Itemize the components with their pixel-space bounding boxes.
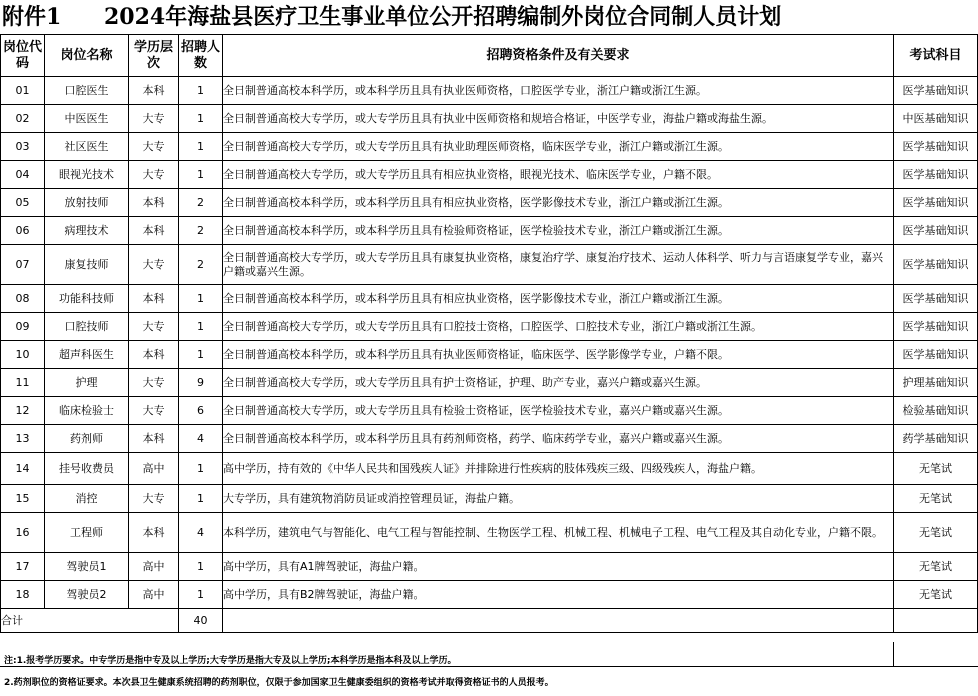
cell-exam: 医学基础知识 [894,245,978,285]
total-row [1,609,978,633]
cell-code: 04 [1,161,45,189]
notes-divider [893,642,894,666]
cell-count: 9 [179,369,223,397]
cell-code: 06 [1,217,45,245]
cell-requirements: 全日制普通高校大专学历，或大专学历且具有康复执业资格，康复治疗学、康复治疗技术、运动人体科学、听力与言语康复学专业，嘉兴户籍或嘉兴生源。 [223,245,894,285]
cell-exam: 中医基础知识 [894,105,978,133]
document-title [0,0,978,34]
cell-education: 高中 [129,453,179,485]
table-row [1,513,978,553]
cell-education: 大专 [129,485,179,513]
cell-position-name: 放射技师 [45,189,129,217]
cell-exam: 医学基础知识 [894,77,978,105]
cell-requirements: 全日制普通高校大专学历，或大专学历且具有相应执业资格，眼视光技术、临床医学专业，户籍不限。 [223,161,894,189]
cell-position-name: 眼视光技术 [45,161,129,189]
cell-count: 1 [179,161,223,189]
cell-exam: 无笔试 [894,513,978,553]
cell-education: 大专 [129,397,179,425]
cell-code: 16 [1,513,45,553]
cell-education: 大专 [129,105,179,133]
header-edu: 学历层次 [129,35,179,77]
cell-education: 大专 [129,133,179,161]
cell-count: 1 [179,485,223,513]
cell-position-name: 病理技术 [45,217,129,245]
cell-code: 01 [1,77,45,105]
notes-separator [0,666,978,667]
header-name: 岗位名称 [45,35,129,77]
cell-education: 本科 [129,285,179,313]
total-count: 40 [179,609,223,633]
cell-exam: 医学基础知识 [894,189,978,217]
cell-position-name: 超声科医生 [45,341,129,369]
table-row [1,313,978,341]
cell-code: 12 [1,397,45,425]
cell-requirements: 全日制普通高校大专学历，或大专学历且具有执业中医师资格和规培合格证，中医学专业，海盐户籍或海盐生源。 [223,105,894,133]
cell-count: 1 [179,285,223,313]
cell-education: 大专 [129,161,179,189]
table-header-row [1,35,978,77]
cell-count: 1 [179,77,223,105]
note-2: 2.药剂职位的资格证要求。本次县卫生健康系统招聘的药剂职位，仅限于参加国家卫生健康委组织的资格考试并取得资格证书的人员报考。 [4,678,554,688]
table-row [1,369,978,397]
cell-count: 2 [179,245,223,285]
cell-exam: 无笔试 [894,485,978,513]
cell-education: 本科 [129,217,179,245]
cell-count: 1 [179,105,223,133]
table-row [1,341,978,369]
cell-requirements: 全日制普通高校大专学历，或大专学历且具有口腔技士资格，口腔医学、口腔技术专业，浙江户籍或浙江生源。 [223,313,894,341]
cell-education: 本科 [129,513,179,553]
cell-code: 08 [1,285,45,313]
cell-requirements: 全日制普通高校本科学历，或本科学历且具有药剂师资格，药学、临床药学专业，嘉兴户籍或嘉兴生源。 [223,425,894,453]
cell-position-name: 口腔技师 [45,313,129,341]
table-row [1,133,978,161]
attachment-label: 附件1 [2,4,62,30]
table-row [1,397,978,425]
cell-requirements: 高中学历，具有B2牌驾驶证，海盐户籍。 [223,581,894,609]
cell-education: 高中 [129,581,179,609]
cell-count: 1 [179,313,223,341]
cell-code: 17 [1,553,45,581]
cell-exam: 医学基础知识 [894,341,978,369]
cell-exam: 医学基础知识 [894,133,978,161]
table-row [1,189,978,217]
table-row [1,485,978,513]
cell-code: 15 [1,485,45,513]
table-row [1,453,978,485]
cell-count: 1 [179,341,223,369]
cell-count: 4 [179,425,223,453]
cell-count: 1 [179,453,223,485]
cell-requirements: 大专学历，具有建筑物消防员证或消控管理员证，海盐户籍。 [223,485,894,513]
cell-education: 本科 [129,77,179,105]
table-row [1,425,978,453]
header-requirements: 招聘资格条件及有关要求 [223,35,894,77]
cell-position-name: 口腔医生 [45,77,129,105]
table-row [1,245,978,285]
cell-position-name: 挂号收费员 [45,453,129,485]
cell-education: 大专 [129,313,179,341]
cell-requirements: 全日制普通高校大专学历，或大专学历且具有护士资格证，护理、助产专业，嘉兴户籍或嘉兴生源。 [223,369,894,397]
cell-exam: 无笔试 [894,553,978,581]
cell-position-name: 功能科技师 [45,285,129,313]
cell-requirements: 本科学历，建筑电气与智能化、电气工程与智能控制、生物医学工程、机械工程、机械电子工程、电气工程及其自动化专业，户籍不限。 [223,513,894,553]
cell-education: 本科 [129,425,179,453]
cell-code: 05 [1,189,45,217]
cell-exam: 护理基础知识 [894,369,978,397]
table-row [1,285,978,313]
recruitment-table [0,34,978,633]
cell-education: 大专 [129,245,179,285]
cell-exam: 医学基础知识 [894,285,978,313]
cell-count: 1 [179,581,223,609]
cell-requirements: 全日制普通高校大专学历，或大专学历且具有执业助理医师资格，临床医学专业，浙江户籍或浙江生源。 [223,133,894,161]
total-empty-cell [223,609,894,633]
cell-count: 2 [179,189,223,217]
table-row [1,105,978,133]
cell-requirements: 高中学历，持有效的《中华人民共和国残疾人证》并排除进行性疾病的肢体残疾三级、四级残疾人，海盐户籍。 [223,453,894,485]
cell-exam: 医学基础知识 [894,313,978,341]
cell-count: 1 [179,133,223,161]
cell-education: 本科 [129,341,179,369]
cell-count: 6 [179,397,223,425]
cell-code: 07 [1,245,45,285]
cell-code: 11 [1,369,45,397]
page-title: 2024年海盐县医疗卫生事业单位公开招聘编制外岗位合同制人员计划 [104,4,782,30]
cell-requirements: 全日制普通高校本科学历，或本科学历且具有检验师资格证，医学检验技术专业，浙江户籍或浙江生源。 [223,217,894,245]
cell-requirements: 全日制普通高校本科学历，或本科学历且具有相应执业资格，医学影像技术专业，浙江户籍或浙江生源。 [223,189,894,217]
cell-exam: 无笔试 [894,581,978,609]
header-code: 岗位代码 [1,35,45,77]
cell-exam: 药学基础知识 [894,425,978,453]
table-row [1,77,978,105]
cell-position-name: 驾驶员2 [45,581,129,609]
cell-code: 02 [1,105,45,133]
cell-position-name: 中医医生 [45,105,129,133]
cell-position-name: 药剂师 [45,425,129,453]
table-row [1,161,978,189]
cell-exam: 无笔试 [894,453,978,485]
cell-education: 本科 [129,189,179,217]
cell-position-name: 驾驶员1 [45,553,129,581]
table-row [1,217,978,245]
cell-position-name: 社区医生 [45,133,129,161]
cell-requirements: 全日制普通高校本科学历，或本科学历且具有执业医师资格，口腔医学专业，浙江户籍或浙江生源。 [223,77,894,105]
cell-position-name: 护理 [45,369,129,397]
cell-education: 高中 [129,553,179,581]
cell-code: 03 [1,133,45,161]
table-row [1,581,978,609]
cell-requirements: 全日制普通高校大专学历，或大专学历且具有检验士资格证，医学检验技术专业，嘉兴户籍或嘉兴生源。 [223,397,894,425]
cell-exam: 医学基础知识 [894,217,978,245]
cell-position-name: 工程师 [45,513,129,553]
cell-code: 14 [1,453,45,485]
cell-count: 2 [179,217,223,245]
cell-education: 大专 [129,369,179,397]
cell-requirements: 全日制普通高校本科学历，或本科学历且具有执业医师资格证，临床医学、医学影像学专业，户籍不限。 [223,341,894,369]
cell-code: 10 [1,341,45,369]
cell-position-name: 临床检验士 [45,397,129,425]
header-count: 招聘人数 [179,35,223,77]
cell-code: 09 [1,313,45,341]
header-exam: 考试科目 [894,35,978,77]
cell-code: 18 [1,581,45,609]
cell-exam: 医学基础知识 [894,161,978,189]
total-empty-cell [894,609,978,633]
total-label: 合计 [1,609,179,633]
note-1: 注:1.报考学历要求。中专学历是指中专及以上学历;大专学历是指大专及以上学历;本科学历是指本科及以上学历。 [4,656,457,666]
cell-requirements: 高中学历，具有A1牌驾驶证，海盐户籍。 [223,553,894,581]
cell-position-name: 消控 [45,485,129,513]
cell-count: 4 [179,513,223,553]
cell-count: 1 [179,553,223,581]
table-row [1,553,978,581]
cell-requirements: 全日制普通高校本科学历，或本科学历且具有相应执业资格，医学影像技术专业，浙江户籍或浙江生源。 [223,285,894,313]
table-body [1,77,978,633]
cell-position-name: 康复技师 [45,245,129,285]
cell-exam: 检验基础知识 [894,397,978,425]
cell-code: 13 [1,425,45,453]
